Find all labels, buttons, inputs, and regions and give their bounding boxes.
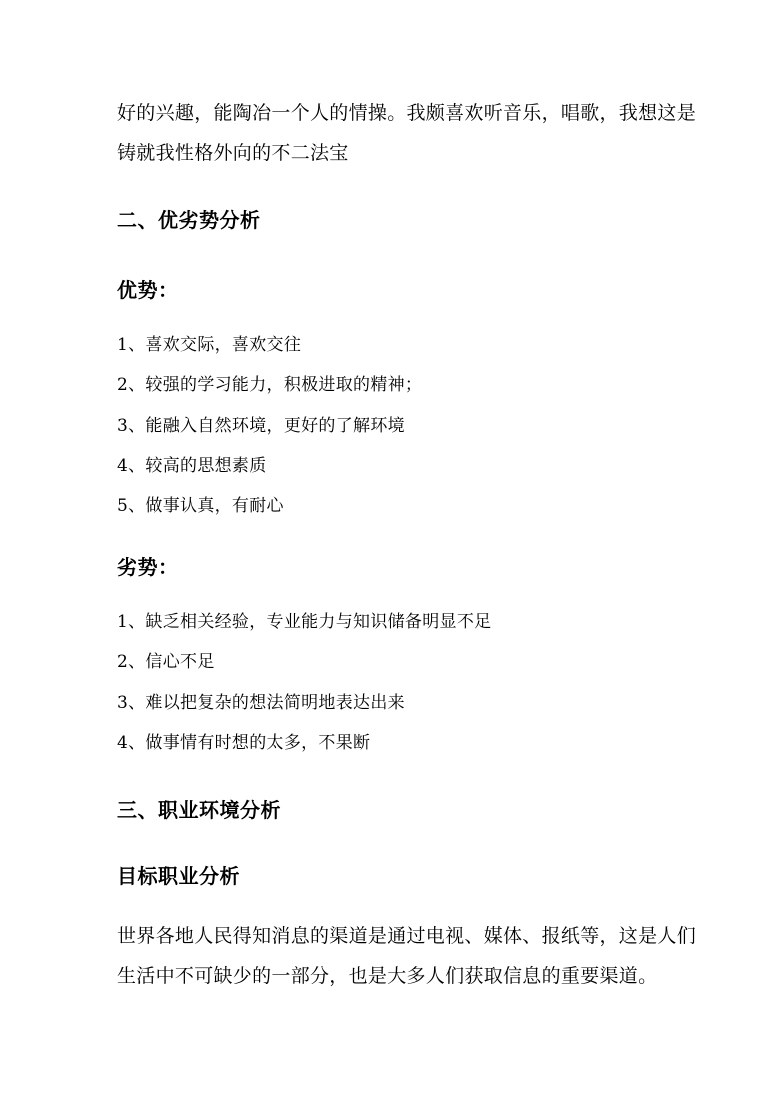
strength-item-1: 1、喜欢交际，喜欢交往 xyxy=(117,335,302,355)
weakness-item-1: 1、缺乏相关经验，专业能力与知识储备明显不足 xyxy=(117,612,492,632)
section-3-subheading: 目标职业分析 xyxy=(117,864,240,888)
strength-item-2: 2、较强的学习能力，积极进取的精神； xyxy=(117,375,423,395)
weakness-item-2: 2、信心不足 xyxy=(117,652,215,672)
strength-item-5: 5、做事认真，有耐心 xyxy=(117,496,284,516)
section-3-title: 三、职业环境分析 xyxy=(117,798,281,822)
strength-item-4: 4、较高的思想素质 xyxy=(117,456,267,476)
strengths-heading: 优势： xyxy=(117,278,179,302)
weaknesses-heading: 劣势： xyxy=(117,555,179,579)
paragraph-line-2: 生活中不可缺少的一部分，也是大多人们获取信息的重要渠道。 xyxy=(117,965,658,987)
weakness-item-4: 4、做事情有时想的太多，不果断 xyxy=(117,733,371,753)
paragraph-line-1: 世界各地人民得知消息的渠道是通过电视、媒体、报纸等，这是人们 xyxy=(117,925,697,947)
strength-item-3: 3、能融入自然环境，更好的了解环境 xyxy=(117,416,405,436)
weakness-item-3: 3、难以把复杂的想法简明地表达出来 xyxy=(117,693,405,713)
section-2-title: 二、优劣势分析 xyxy=(117,208,261,232)
intro-line-2: 铸就我性格外向的不二法宝 xyxy=(117,142,349,164)
intro-line-1: 好的兴趣，能陶冶一个人的情操。我颇喜欢听音乐，唱歌，我想这是 xyxy=(117,102,697,124)
